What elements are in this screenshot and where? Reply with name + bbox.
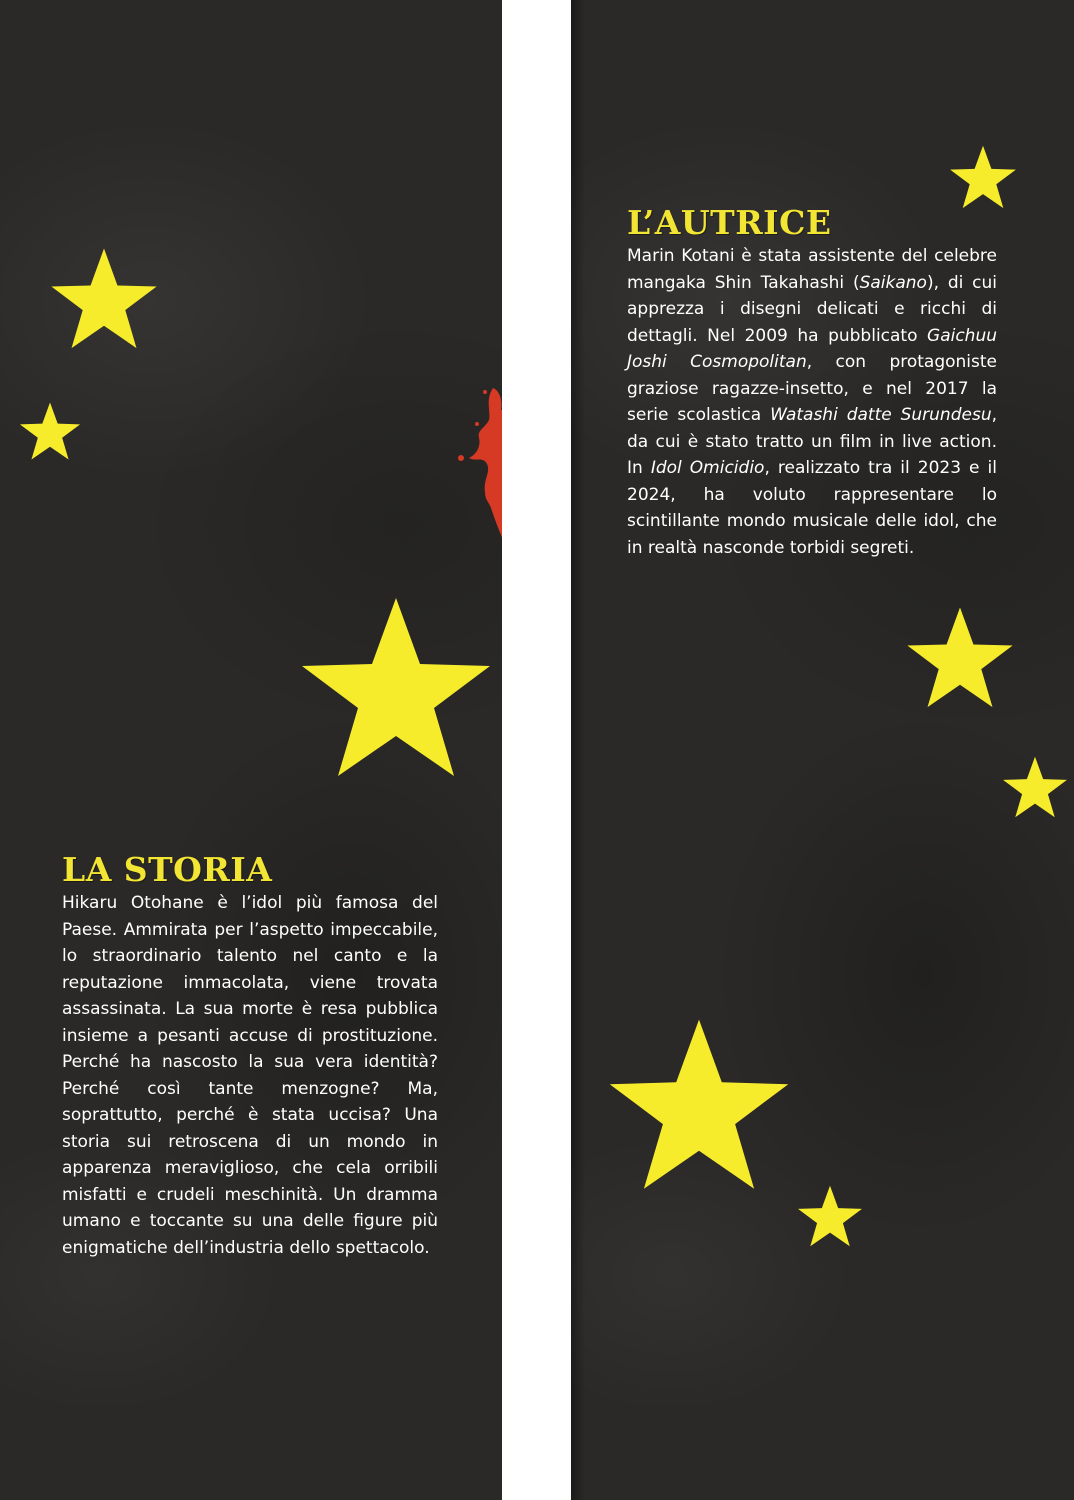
story-body: Hikaru Otohane è l’idol più famosa del Paese. Ammirata per l’aspetto impeccabile, lo straordinario talento nel canto e la reputazione immacolata, viene trovata assassinata. La sua morte è resa pubblica insieme a pesanti accuse di prostituzione. Perché ha nascosto la sua vera identità? Perché così tante menzogne? Ma, soprattutto, perché è stata uccisa? Una storia sui retroscena di un mondo in apparenza meraviglioso, che cela orribili misfatti e crudeli meschinità. Un dramma umano e toccante su una delle figure più enigmatiche dell’industria dello spettacolo. — [62, 893, 438, 1258]
star-right-large-icon — [604, 1012, 794, 1202]
star-right-small-icon — [1001, 754, 1069, 822]
author-heading: L’AUTRICE — [627, 203, 832, 242]
author-body: Marin Kotani è stata assistente del celebre mangaka Shin Takahashi (Saikano), di cui apprezza i disegni delicati e ricchi di dettagli. Nel 2009 ha pubblicato Gaichuu Joshi Cosmopolitan, con protagoniste graziose ragazze-insetto, e nel 2017 la serie scolastica Watashi datte Surundesu, da cui è stato tratto un film in live action. In Idol Omicidio, realizzato tra il 2023 e il 2024, ha voluto rappresentare lo scintillante mondo musicale delle idol, che in realtà nasconde torbidi segreti. — [627, 246, 998, 558]
edge-shadow — [571, 0, 585, 1500]
right-flap — [571, 0, 1074, 1500]
star-right-top-icon — [948, 143, 1018, 213]
story-heading: LA STORIA — [62, 850, 273, 889]
star-left-small-icon — [18, 400, 82, 464]
blood-splatter-icon — [455, 380, 502, 545]
star-left-upper-icon — [48, 244, 160, 356]
star-right-bottom-icon — [796, 1183, 864, 1251]
left-flap — [0, 0, 502, 1500]
star-right-middle-icon — [904, 603, 1016, 715]
star-left-large-icon — [296, 590, 496, 790]
